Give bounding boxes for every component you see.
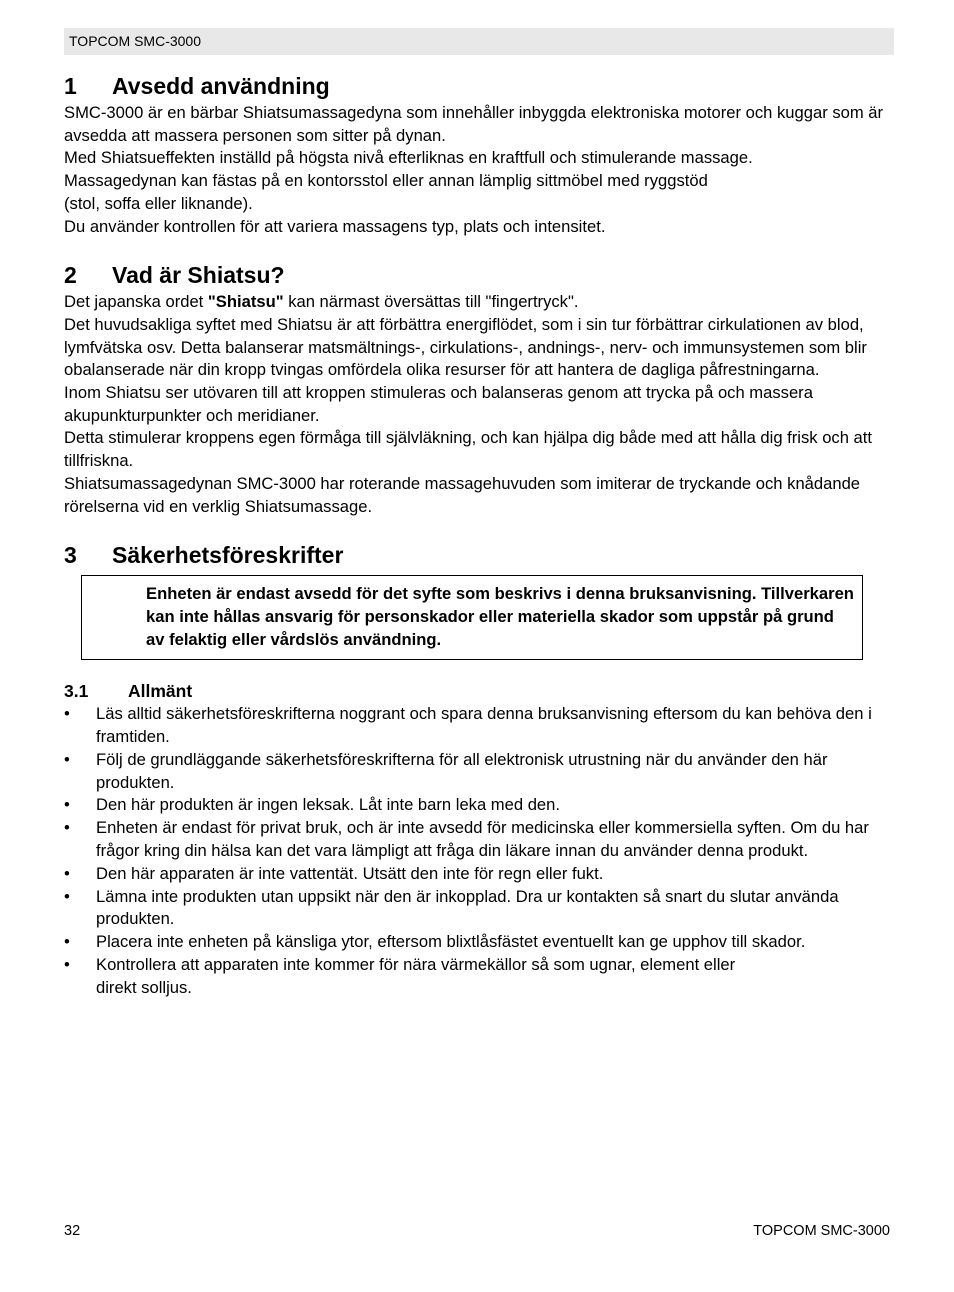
section-2-intro [64,291,894,314]
section-1-number: 1 [64,73,77,99]
bullet-icon: • [64,704,70,724]
section-1-para-3: Massagedynan kan fästas på en kontorsstol eller annan lämplig sittmöbel med ryggstöd [64,171,708,191]
section-2-title: Vad är Shiatsu? [112,262,285,289]
bullet-icon: • [64,955,70,975]
warning-box [81,575,863,660]
section-2-para-1: Det huvudsakliga syftet med Shiatsu är att förbättra energiflödet, som i sin tur förbättrar cirkulationen av blod, lymfvätska osv. Detta balanserar matsmältnings-, cirkulations-, andnings-, nerv- och immunsystemen som blir obalanserade när din kropp tvingas omfördela olika resurser för att hantera de dagliga påfrestningarna. [64,314,867,380]
list-item-text: Kontrollera att apparaten inte kommer för nära värmekällor så som ugnar, element eller [96,955,736,975]
section-2-para-4: Shiatsumassagedynan SMC-3000 har roterande massagehuvuden som imiterar de tryckande och knådande rörelserna vid en verklig Shiatsumassage. [64,473,861,516]
section-3-title: Säkerhetsföreskrifter [112,542,344,569]
list-item-text: Placera inte enheten på känsliga ytor, eftersom blixtlåsfästet eventuellt kan ge upphov till skador. [96,932,806,952]
page-content [64,70,894,1000]
subsection-3-1-number: 3.1 [64,681,89,702]
list-item [64,863,894,886]
safety-bullet-list [64,703,894,999]
list-item [64,749,894,795]
header-title: TOPCOM SMC-3000 [69,33,201,49]
section-2-heading [64,259,894,291]
list-item [64,931,894,954]
section-1-para-5: Du använder kontrollen för att variera massagens typ, plats och intensitet. [64,216,606,236]
section-2-number: 2 [64,262,77,289]
list-item-text: Följ de grundläggande säkerhetsföreskrifterna för all elektronisk utrustning när du använder den här produkten. [96,749,828,792]
list-item-text: Läs alltid säkerhetsföreskrifterna noggrant och spara denna bruksanvisning eftersom du kan behöva den i framtiden. [96,704,872,747]
subsection-3-1-heading [64,679,894,703]
bullet-icon: • [64,863,70,883]
section-1-para-1: SMC-3000 är en bärbar Shiatsumassagedyna som innehåller inbyggda elektroniska motorer och kuggar som är avsedda att massera personen som sitter på dynan. [64,103,884,145]
intro-text-after: kan närmast översättas till "fingertryck". [283,292,579,312]
list-item [64,794,894,817]
section-1-para-4: (stol, soffa eller liknande). [64,193,253,213]
list-item [64,703,894,749]
bullet-icon: • [64,749,70,769]
bullet-icon: • [64,795,70,815]
list-item-text: Enheten är endast för privat bruk, och är inte avsedd för medicinska eller kommersiella syften. Om du har frågor kring din hälsa kan det vara lämpligt att fråga din läkare innan du använder denna produkt. [96,818,869,861]
section-1-title: Avsedd användning [112,73,330,99]
section-2-para-3: Detta stimulerar kroppens egen förmåga till självläkning, och kan hjälpa dig både med att hålla dig frisk och att tillfriskna. [64,428,873,471]
list-item [64,954,894,1000]
list-item-text-continued: direkt solljus. [96,977,192,997]
section-3-number: 3 [64,542,77,569]
warning-text: Enheten är endast avsedd för det syfte som beskrivs i denna bruksanvisning. Tillverkaren kan inte hållas ansvarig för personskador eller materiella skador som uppstår på grund av felaktig eller vårdslös användning. [146,584,854,650]
section-3-heading [64,539,894,571]
subsection-3-1-title: Allmänt [128,681,193,702]
section-1-para-2: Med Shiatsueffekten inställd på högsta nivå efterliknas en kraftfull och stimulerande massage. [64,148,753,168]
section-2-para-2: Inom Shiatsu ser utövaren till att kroppen stimuleras och balanseras genom att trycka på och massera akupunkturpunkter och meridianer. [64,383,813,425]
list-item-text: Den här apparaten är inte vattentät. Utsätt den inte för regn eller fukt. [96,863,604,883]
list-item-text: Den här produkten är ingen leksak. Låt inte barn leka med den. [96,795,560,815]
intro-text-before: Det japanska ordet [64,292,208,312]
footer-product: TOPCOM SMC-3000 [753,1223,890,1239]
intro-bold-term: "Shiatsu" [207,292,284,312]
bullet-icon: • [64,886,70,906]
page-number: 32 [64,1223,81,1239]
page-header [64,28,894,55]
list-item [64,817,894,863]
list-item [64,886,894,932]
bullet-icon: • [64,932,70,952]
section-1-heading [64,70,894,102]
bullet-icon: • [64,818,70,838]
list-item-text: Lämna inte produkten utan uppsikt när den är inkopplad. Dra ur kontakten så snart du slutar använda produkten. [96,886,839,929]
